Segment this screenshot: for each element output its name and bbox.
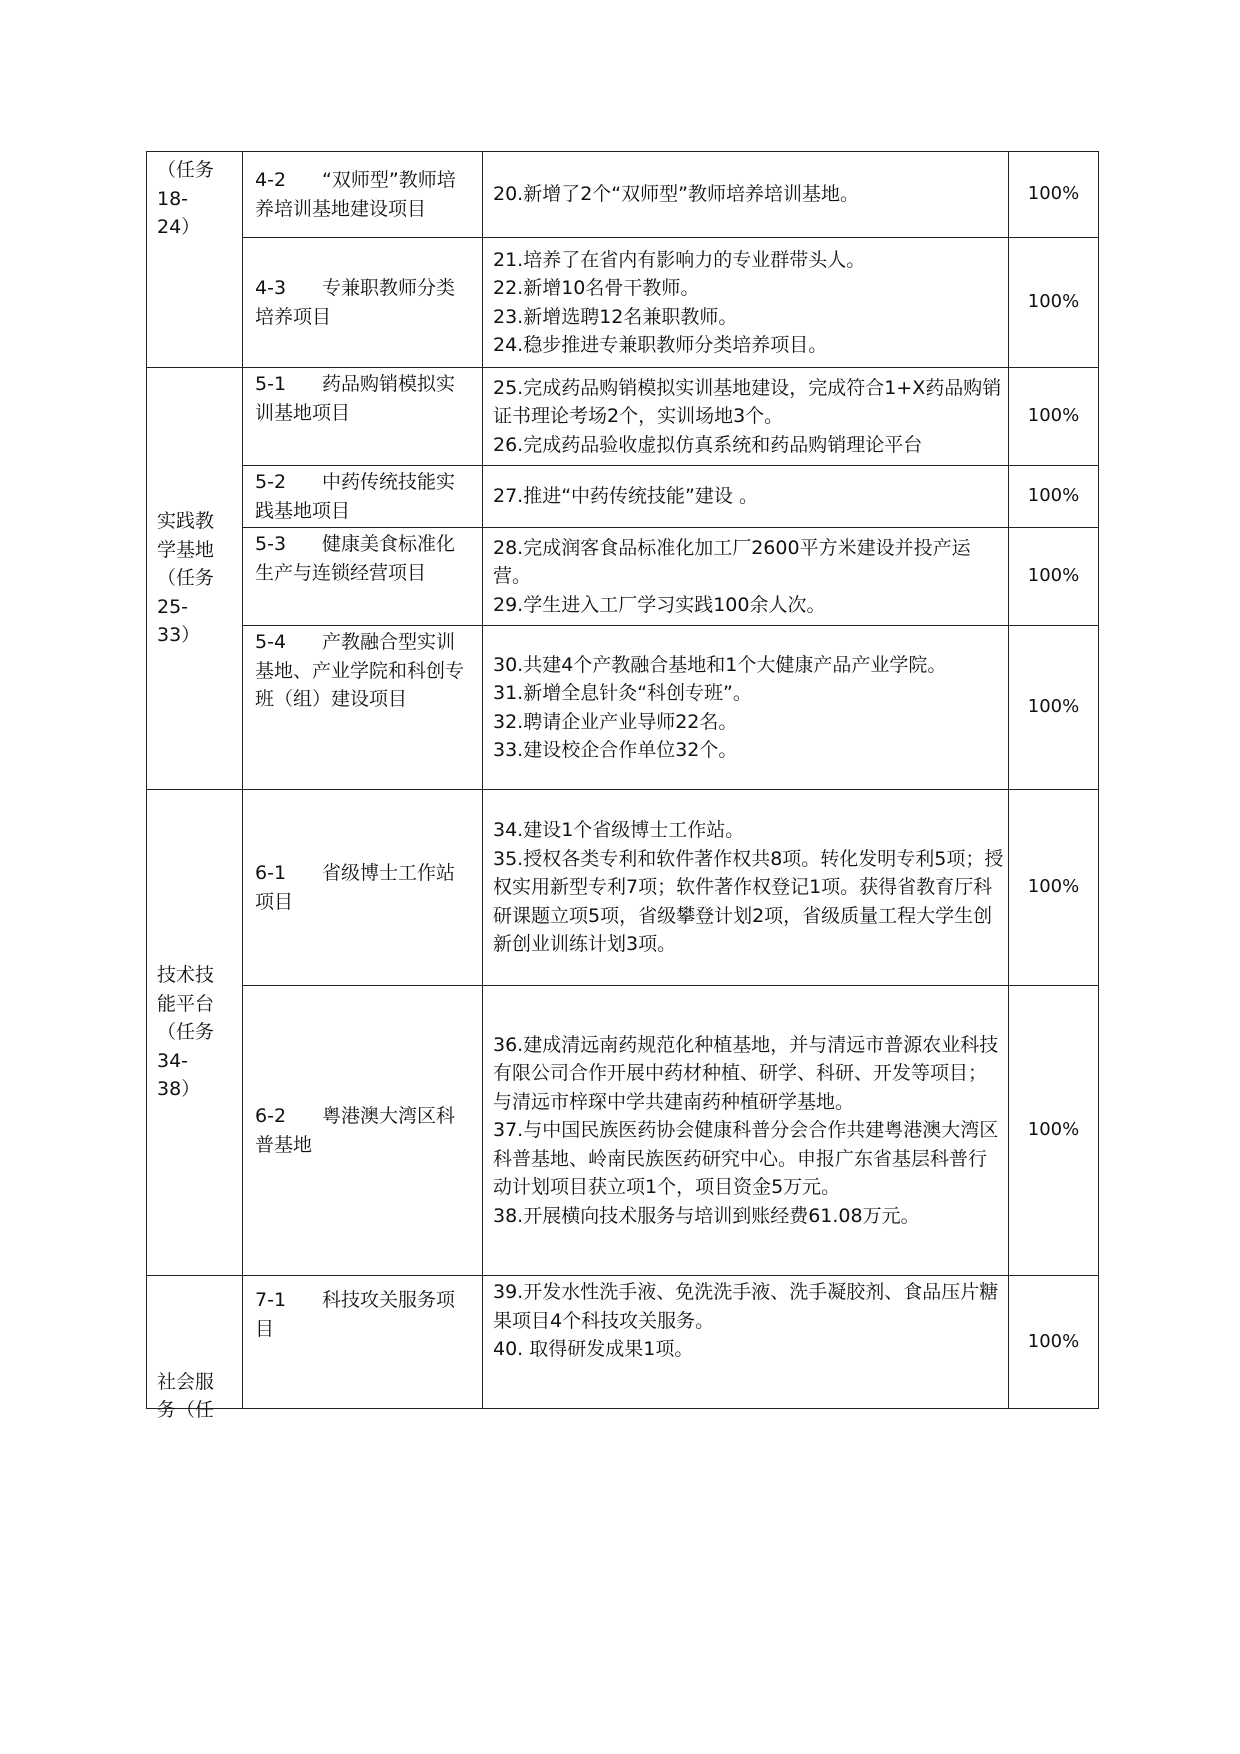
project-title: “双师型”教师培养培训基地建设项目 [255,169,456,220]
completion-rate: 100% [1009,238,1099,368]
project-code: 5-2 [255,471,287,493]
content-cell [483,626,1009,790]
category-line: 24） [157,216,201,238]
category-line: 学基地 [157,538,215,561]
category-line: 技术技 [157,964,215,987]
project-title: 科技攻关服务项目 [255,1289,456,1340]
category-line: （任务 [157,159,215,181]
content-line: 34.建设1个省级博士工作站。 [493,819,745,842]
project-title: 健康美食标准化生产与连锁经营项目 [255,533,456,584]
completion-rate: 100% [1009,152,1099,238]
content-line: 36.建成清远南药规范化种植基地，并与清远市普源农业科技有限公司合作开展中药材种植、研学、科研、开发等项目；与清远市梓琛中学共建南药种植研学基地。 [493,1033,999,1113]
table-row [147,368,1099,466]
table-row [147,986,1099,1276]
content-cell [483,466,1009,528]
project-code: 4-2 [255,169,287,191]
project-code: 7-1 [255,1289,287,1311]
project-code: 6-2 [255,1105,287,1127]
project-code: 6-1 [255,862,287,884]
content-line: 32.聘请企业产业导师22名。 [493,710,738,733]
category-cell [147,790,243,1276]
content-line: 26.完成药品验收虚拟仿真系统和药品购销理论平台 [493,433,923,456]
content-line: 38.开展横向技术服务与培训到账经费61.08万元。 [493,1204,920,1227]
project-cell [243,790,483,986]
project-cell [243,466,483,528]
content-cell [483,368,1009,466]
content-line: 23.新增选聘12名兼职教师。 [493,305,738,328]
category-line: 25- [157,595,189,618]
content-line: 24.稳步推进专兼职教师分类培养项目。 [493,334,828,356]
project-code: 5-4 [255,631,287,653]
project-cell [243,986,483,1276]
content-line: 28.完成润客食品标准化加工厂2600平方米建设并投产运营。 [493,536,971,588]
content-line: 39.开发水性洗手液、免洗洗手液、洗手凝胶剂、食品压片糖果项目4个科技攻关服务。 [493,1281,999,1332]
table-row [147,1276,1099,1409]
project-title: 中药传统技能实践基地项目 [255,471,456,522]
project-title: 产教融合型实训基地、产业学院和科创专班（组）建设项目 [255,631,465,710]
project-cell [243,152,483,238]
content-line: 27.推进“中药传统技能”建设 。 [493,485,758,508]
content-line: 20.新增了2个“双师型”教师培养培训基地。 [493,183,859,206]
completion-rate: 100% [1009,626,1099,790]
project-cell [243,368,483,466]
category-cell [147,152,243,368]
content-line: 33.建设校企合作单位32个。 [493,739,738,761]
content-line: 21.培养了在省内有影响力的专业群带头人。 [493,248,866,271]
content-cell [483,790,1009,986]
content-line: 25.完成药品购销模拟实训基地建设，完成符合1+X药品购销证书理论考场2个，实训场地3个。 [493,376,1002,428]
table-row [147,626,1099,790]
table-row [147,528,1099,626]
project-code: 5-3 [255,533,287,555]
category-line: 18- [157,187,189,210]
category-line: 38） [157,1078,201,1101]
project-title: 专兼职教师分类培养项目 [255,277,456,328]
completion-rate: 100% [1009,1276,1099,1409]
category-cell [147,1276,243,1421]
category-line: （任务 [157,567,215,590]
content-line: 31.新增全息针灸“科创专班”。 [493,682,752,704]
content-cell [483,986,1009,1276]
content-cell [483,152,1009,238]
project-title: 粤港澳大湾区科普基地 [255,1105,456,1156]
completion-rate: 100% [1009,790,1099,986]
content-cell [483,238,1009,368]
table-row [147,466,1099,528]
project-cell [243,238,483,368]
project-code: 4-3 [255,277,287,299]
category-line: 34- [157,1049,189,1072]
category-line: 务（任 [157,1399,215,1421]
project-cell [243,1276,483,1409]
content-cell [483,528,1009,626]
project-code: 5-1 [255,373,287,395]
content-line: 22.新增10名骨干教师。 [493,277,700,299]
table-row [147,790,1099,986]
content-line: 37.与中国民族医药协会健康科普分会合作共建粤港澳大湾区科普基地、岭南民族医药研究中心。申报广东省基层科普行动计划项目获立项1个，项目资金5万元。 [493,1119,999,1199]
completion-rate: 100% [1009,528,1099,626]
project-cell [243,528,483,626]
task-completion-table [146,151,1099,1421]
category-line: 33） [157,624,201,647]
completion-rate: 100% [1009,466,1099,528]
project-title: 药品购销模拟实训基地项目 [255,373,456,424]
category-line: 能平台 [157,992,215,1015]
table-row [147,152,1099,238]
project-title: 省级博士工作站项目 [255,862,456,913]
category-line: 社会服 [157,1370,215,1393]
project-cell [243,626,483,790]
content-line: 35.授权各类专利和软件著作权共8项。转化发明专利5项；授权实用新型专利7项；软件著作权登记1项。获得省教育厅科研课题立项5项，省级攀登计划2项，省级质量工程大学生创新创业训练计划3项。 [493,847,1004,956]
content-line: 40. 取得研发成果1项。 [493,1338,694,1360]
category-cell [147,368,243,790]
content-line: 29.学生进入工厂学习实践100余人次。 [493,593,826,616]
completion-rate: 100% [1009,368,1099,466]
content-line: 30.共建4个产教融合基地和1个大健康产品产业学院。 [493,653,947,676]
content-cell [483,1276,1009,1409]
table-row [147,238,1099,368]
category-line: （任务 [157,1021,215,1044]
completion-rate: 100% [1009,986,1099,1276]
category-line: 实践教 [157,510,215,533]
